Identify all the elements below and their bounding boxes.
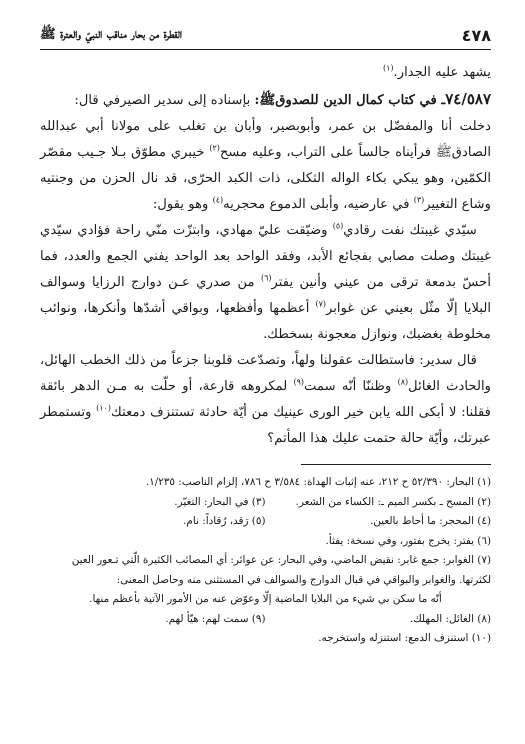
body-text: [40, 60, 491, 452]
footnote-ref: (١): [383, 63, 394, 73]
footnote-10: (١٠) استنزف الدمع: استنزله واستخرجه.: [318, 632, 491, 644]
footnote-5: (٥) رَقد، رُقاداً: نام.: [183, 515, 266, 527]
hadith-heading-paragraph: [40, 86, 491, 114]
page-number: ٤٧٨: [461, 26, 491, 45]
footnote-7-continued: أنّه ما سكن بي شيء من البلايا الماضية إلّا وعوّض عنه من الأمور الآتية بأعظم منها.: [89, 593, 442, 605]
header-rule: [40, 49, 491, 50]
footnote-ref: (٢): [209, 143, 220, 153]
paragraph-2: سيّدي غيبتك نفت رقادي$^{(٥)}$ وضيّقت عليّ مهادي، وابتزّت منّي راحة فؤادي سيّدي غيبتك وصلت مصابي بفجائع الأبد، وفقد الواحد بعد الواحد يفني الجمع والعدد، فما أحسّ بدمعة ترقى من عيني وأنين يفتر$^{(٦)}$ من صدري عـن دوارج الرزايا وسوالف البلايا إلّا مثّل بعيني عن غوابر$^{(٧)}$ أعظمها وأفظعها، وبواقي أشدّها وأنكرها، ونوائب مخلوطة بغضبك، ونوازل معجونة بسخطك.: [40, 221, 491, 342]
footnote-row: [40, 493, 491, 513]
footnote-row: [40, 610, 491, 630]
footnote-ref: (٣): [413, 195, 425, 205]
footnote-row: [40, 512, 491, 532]
footnote-ref: (٩): [293, 377, 305, 387]
running-header: [40, 26, 491, 49]
hadith-intro: بإسناده إلى سدير الصيرفي قال:: [74, 93, 255, 108]
footnote-ref: (٦): [260, 273, 272, 283]
footnote-ref: (٧): [315, 299, 326, 309]
footnote-rule: [301, 464, 491, 465]
footnote-ref: (١٠): [96, 403, 112, 413]
footnote-4: (٤) المحجر: ما أحاط بالعين.: [369, 515, 491, 527]
opening-line: يشهد عليه الجدار.$^{(١)}$: [383, 63, 491, 80]
hadith-source: ـ في كتاب كمال الدين للصدوقﷺ:: [254, 93, 446, 108]
footnote-3: (٣) في البحار: التغيّر.: [174, 495, 266, 508]
footnote-ref: (٥): [332, 221, 344, 231]
footnote-1: (١) البحار: ٥٢/٣٩٠ ح ٢١٢، عنه إثبات الهداة: ٣/٥٨٤ ح ٧٨٦، إلزام الناصب: ١/٢٣٥.: [145, 476, 491, 488]
footnotes: [40, 473, 491, 649]
footnote-7: (٧) الغوابر: جمع غابر: نقيض الماضي، وفي البحار: عن عوائر: أي المصائب الكثيرة الّتي تـعور العين لكثرتها. والغوابر والبواقي في قبال الدوارج والسوالف في المستثنى منه وحاصل المعنى:: [71, 554, 491, 586]
hadith-number: ٧٤/٥٨٧: [445, 90, 491, 108]
paragraph-1: دخلت أنا والمفضّل بن عمر، وأبوبصير، وأبان بن تغلب على مولانا أبي عبدالله الصادقﷺ فرأيناه جالساً على التراب، وعليه مسح$^{(٢)}$ خيبري مطوّق بـلا جـيب مقصّر الكمّين، وهو يبكي بكاء الواله الثكلى، ذات الكبد الحرّى، قد نال الحزن من وجنتيه وشاع التغيير$^{(٣)}$ في عارضيه، وأبلى الدموع محجريه$^{(٤)}$ وهو يقول:: [40, 119, 492, 212]
footnote-8: (٨) الغائل: المهلك.: [409, 612, 491, 625]
footnote-6: (٦) يفتر: يخرج بفتور، وفي نسخة: يفثأ.: [325, 534, 491, 547]
footnote-ref: (٤): [212, 195, 224, 205]
paragraph-3: قال سدير: فاستطالت عقولنا ولهاً، وتصدّعت قلوبنا جزعاً من ذلك الخطب الهائل، والحادث الغائل$^{(٨)}$ وظننّا أنّه سمت$^{(٩)}$ لمكروهه قارعة، أو حلّت به مـن الدهر بائقة فقلنا: لا أبكى الله يابن خير الورى عينيك من أيّة حادثة تستنزف دمعتك$^{(١٠)}$ وتستمطر عبرتك، وأيّة حالة حتمت عليك هذا المأتم؟: [40, 353, 491, 446]
footnote-9: (٩) سمت لهم: هيّأ لهم.: [165, 612, 266, 625]
footnote-2: (٢) المسح ـ بكسر الميم ـ: الكساء من الشعر.: [295, 495, 491, 508]
running-title: القطرة من بحار مناقب النبيّ والعترة ﷺ: [40, 27, 182, 42]
footnote-ref: (٨): [397, 377, 409, 387]
